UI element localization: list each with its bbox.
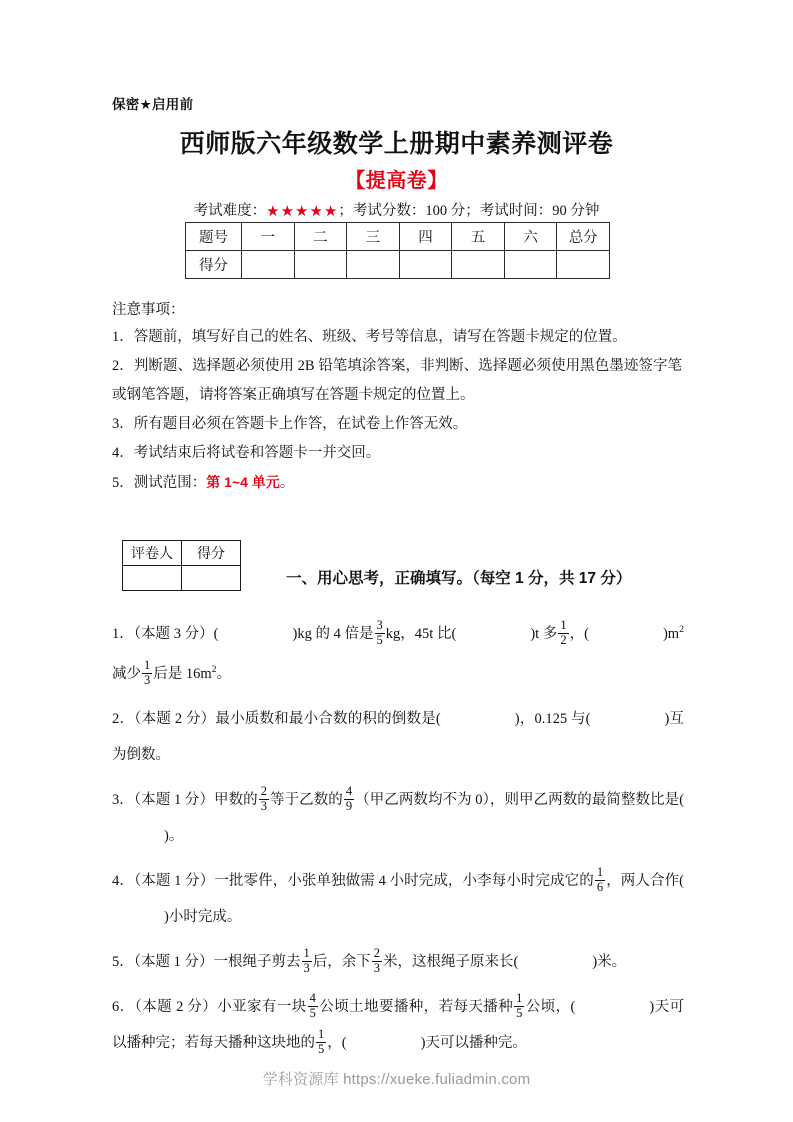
col-header-3: 三: [347, 223, 400, 251]
q1-part8: 后是 16m: [153, 665, 212, 682]
score-cell-total[interactable]: [557, 251, 610, 279]
score-cell-4[interactable]: [399, 251, 452, 279]
numerator: 2: [260, 784, 267, 799]
q3-part1: 甲数的: [214, 791, 258, 808]
difficulty-label: 考试难度：: [193, 203, 267, 219]
grader-score-label: 得分: [182, 541, 241, 566]
col-header-5: 五: [452, 223, 505, 251]
score-cell-1[interactable]: [242, 251, 295, 279]
q5-part4: )米。: [592, 953, 627, 970]
q1-number: 1: [112, 625, 120, 642]
grader-box: [122, 540, 241, 591]
table-row: [186, 251, 610, 279]
q5-part3: 米，这根绳子原来长(: [383, 953, 519, 970]
numerator: 1: [516, 991, 523, 1006]
numerator: 2: [373, 946, 380, 961]
q3-part2: 等于乙数的: [269, 791, 343, 808]
numerator: 1: [596, 865, 604, 880]
score-cell-6[interactable]: [504, 251, 557, 279]
q2-points: （本题 2 分）: [134, 710, 216, 727]
table-row: [123, 541, 241, 566]
grader-score-cell[interactable]: [182, 566, 241, 591]
q6-fraction-1: [308, 992, 318, 1020]
q6-part3: 公顷，(: [525, 998, 576, 1015]
q4-part3: )小时完成。: [164, 908, 242, 925]
denominator: 5: [309, 1005, 316, 1020]
denominator: 3: [373, 960, 380, 975]
q2-part1: 最小质数和最小合数的积的倒数是(: [215, 710, 441, 727]
denominator: 3: [303, 960, 310, 975]
q5-points: （本题 1 分）: [133, 953, 214, 970]
numerator: 1: [303, 946, 310, 961]
numerator: 1: [144, 658, 151, 673]
score-cell-2[interactable]: [294, 251, 347, 279]
q1-part3: kg，45t 比(: [385, 625, 457, 642]
q1-fraction-1: [375, 619, 385, 647]
notice-item-2: 2．判断题、选择题必须使用 2B 铅笔填涂答案，非判断、选择题必须使用黑色墨迹签字笔或钢笔答题，请将答案正确填写在答题卡规定的位置上。: [112, 358, 682, 403]
q6-points: （本题 2 分）: [134, 998, 218, 1015]
grader-section: [122, 540, 631, 591]
notice-item-3: 3．所有题目必须在答题卡上作答，在试卷上作答无效。: [112, 416, 468, 432]
notice-block: [112, 297, 682, 498]
q6-number: 6: [112, 998, 120, 1015]
notice-item-4: 4．考试结束后将试卷和答题卡一并交回。: [112, 445, 381, 461]
q5-fraction-1: [302, 947, 312, 975]
numerator: 1: [318, 1027, 325, 1042]
table-row: [186, 223, 610, 251]
section-heading-1: 一、用心思考，正确填写。（每空 1 分，共 17 分）: [286, 570, 632, 587]
notice-item-5: [112, 468, 682, 498]
q1-part1: (: [213, 625, 219, 642]
row-label-question-no: 题号: [186, 223, 242, 251]
question-2: 2．（本题 2 分）最小质数和最小合数的积的倒数是( )，0.125 与( )互为倒数。: [112, 710, 685, 763]
q1-part7: 减少: [112, 665, 141, 682]
q3-part4: )。: [164, 827, 184, 844]
denominator: 5: [516, 1005, 523, 1020]
footer-watermark: [0, 1068, 793, 1089]
question-5: 5．（本题 1 分）一根绳子剪去 $\frac{1}{3}$ 后，余下 $\frac{2}{3}$ 米，这根绳子原来长( )米。: [112, 946, 627, 975]
exam-meta: [0, 199, 793, 221]
denominator: 6: [596, 879, 604, 894]
q5-part1: 一根绳子剪去: [213, 953, 301, 970]
numerator: 3: [376, 618, 383, 633]
difficulty-stars: ★★★★★: [266, 204, 339, 220]
q5-fraction-2: [372, 947, 382, 975]
col-header-2: 二: [294, 223, 347, 251]
q2-part3: )互为倒数。: [112, 710, 685, 763]
site-url: https://xueke.fuliadmin.com: [343, 1071, 531, 1088]
notice-item-5-prefix: 5．测试范围：: [112, 475, 207, 491]
q4-points: （本题 1 分）: [133, 872, 215, 889]
numerator: 4: [345, 784, 353, 799]
q6-fraction-3: [316, 1028, 326, 1056]
q2-part2: )，0.125 与(: [514, 710, 591, 727]
col-header-6: 六: [504, 223, 557, 251]
q6-part1: 小亚家有一块: [217, 998, 307, 1015]
denominator: 2: [560, 632, 567, 647]
notice-item-5-suffix: 。: [279, 475, 295, 491]
q1-part4: )t 多: [530, 625, 558, 642]
col-header-1: 一: [242, 223, 295, 251]
denominator: 5: [318, 1041, 325, 1056]
q3-fraction-2: [344, 785, 354, 813]
notice-title: 注意事项：: [112, 302, 185, 318]
grader-label: 评卷人: [123, 541, 182, 566]
score-cell-3[interactable]: [347, 251, 400, 279]
exam-score-time-label: ；考试分数：100 分；考试时间：90 分钟: [338, 203, 600, 219]
q5-number: 5: [112, 953, 120, 970]
numerator: 4: [309, 991, 316, 1006]
question-list: [112, 612, 684, 1070]
q4-part2: ，两人合作(: [606, 872, 684, 889]
q1-fraction-2: [558, 619, 568, 647]
table-row: [123, 566, 241, 591]
confidential-mark: 保密★启用前: [112, 97, 194, 112]
q3-part3: （甲乙两数均不为 0），则甲乙两数的最简整数比是(: [355, 791, 685, 808]
q4-number: 4: [112, 872, 120, 889]
paper-variant-label: 【提高卷】: [345, 170, 448, 192]
q1-part5: ，(: [569, 625, 589, 642]
col-header-4: 四: [399, 223, 452, 251]
q1-part2: )kg 的 4 倍是: [292, 625, 374, 642]
test-range-value: 第 1~4 单元: [206, 474, 280, 490]
notice-item-1: 1．答题前，填写好自己的姓名、班级、考号等信息，请写在答题卡规定的位置。: [112, 329, 627, 345]
denominator: 9: [345, 798, 353, 813]
q6-part6: )天可以播种完。: [420, 1034, 527, 1051]
q3-fraction-1: [259, 785, 269, 813]
q6-part2: 公顷土地要播种，若每天播种: [318, 998, 514, 1015]
q1-part6: )m: [662, 625, 680, 642]
q6-part4: )天可以播种完；若每天播种这块地的: [112, 998, 685, 1051]
question-3: 3．（本题 1 分）甲数的 $\frac{2}{3}$ 等于乙数的 $\frac{4}{9}$ （甲乙两数均不为 0），则甲乙两数的最简整数比是()。: [112, 784, 685, 844]
q2-number: 2: [112, 710, 120, 727]
q1-fraction-3: [142, 659, 152, 687]
question-6: 6．（本题 2 分）小亚家有一块 $\frac{4}{5}$ 公顷土地要播种，若每天播种 $\frac{1}{5}$ 公顷，( )天可以播种完；若每天播种这块地的 $\frac{1}{5}$ ，( )天可以播种完。: [112, 991, 685, 1056]
col-header-total: 总分: [557, 223, 610, 251]
row-label-score: 得分: [186, 251, 242, 279]
numerator: 1: [560, 618, 567, 633]
denominator: 3: [144, 672, 151, 687]
q6-part5: ，(: [327, 1034, 347, 1051]
q1-part9: 。: [216, 665, 232, 682]
denominator: 3: [260, 798, 267, 813]
q1-sup-2: 2: [211, 663, 217, 675]
q1-sup-1: 2: [679, 624, 684, 635]
denominator: 5: [376, 632, 383, 647]
q5-part2: 后，余下: [312, 953, 371, 970]
page-title: 西师版六年级数学上册期中素养测评卷: [179, 130, 614, 158]
q6-fraction-2: [514, 992, 524, 1020]
score-summary-table: [185, 222, 610, 279]
question-4: 4．（本题 1 分）一批零件，小张单独做需 4 小时完成，小李每小时完成它的 $\frac{1}{6}$ ，两人合作()小时完成。: [112, 865, 684, 925]
q3-points: （本题 1 分）: [133, 791, 215, 808]
q4-fraction-1: [595, 866, 605, 894]
q4-part1: 一批零件，小张单独做需 4 小时完成，小李每小时完成它的: [214, 872, 594, 889]
q3-number: 3: [112, 791, 120, 808]
score-cell-5[interactable]: [452, 251, 505, 279]
question-1: 1．（本题 3 分）( )kg 的 4 倍是 $\frac{3}{5}$ kg，45t 比( )t 多 $\frac{1}{2}$ ，( )$m^2$减少 $\frac{1}{3}$ 后是 $16m^2$。: [112, 618, 684, 687]
grader-name-cell[interactable]: [123, 566, 182, 591]
q1-points: （本题 3 分）: [133, 625, 214, 642]
site-name: 学科资源库: [262, 1071, 339, 1088]
